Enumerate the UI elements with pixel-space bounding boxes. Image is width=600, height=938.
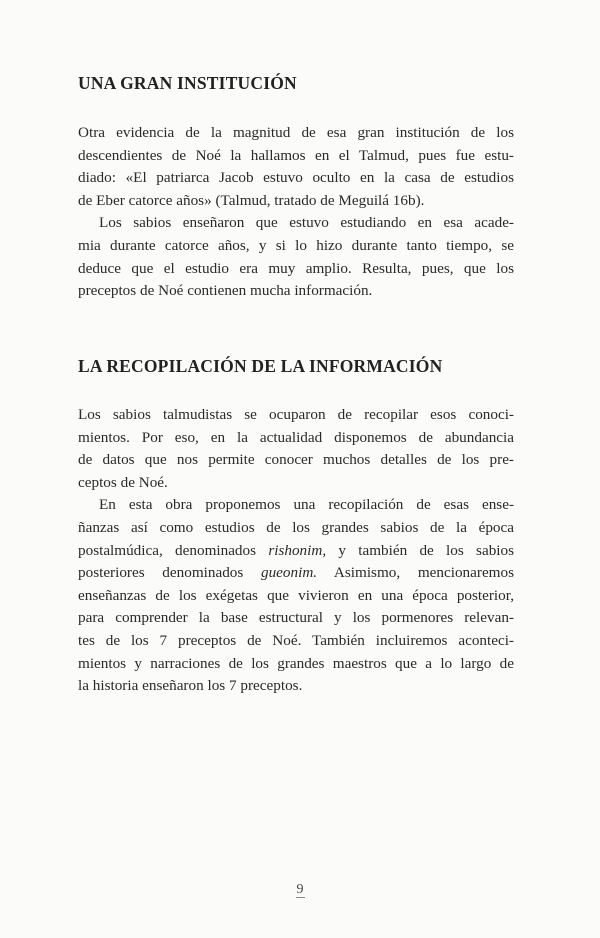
text-line: diado: «El patriarca Jacob estuvo oculto en la casa de estudios — [78, 169, 514, 187]
text-line: para comprender la base estructural y los pormenores relevan- — [78, 609, 514, 627]
text-line: de datos que nos permite conocer muchos detalles de los pre- — [78, 451, 514, 469]
page-number-text: 9 — [296, 882, 304, 897]
text-line: ñanzas así como estudios de los grandes sabios de la época — [78, 518, 514, 536]
text-line: deduce que el estudio era muy amplio. Resulta, pues, que los — [78, 259, 514, 277]
text-line: tes de los 7 preceptos de Noé. También incluiremos aconteci- — [78, 631, 514, 649]
text-line: descendientes de Noé la hallamos en el Talmud, pues fue estu- — [78, 146, 514, 164]
text-line: En esta obra proponemos una recopilación de esas ense- — [99, 496, 514, 514]
text-line: la historia enseñaron los 7 preceptos. — [78, 677, 303, 695]
text-line: Otra evidencia de la magnitud de esa gran institución de los — [78, 124, 514, 141]
text-line — [78, 540, 514, 563]
text-line: Los sabios talmudistas se ocuparon de recopilar esos conoci- — [78, 406, 514, 423]
paragraph-block — [78, 122, 514, 303]
text-run: postalmúdica, denominados — [78, 541, 269, 559]
text-line: ceptos de Noé. — [78, 473, 168, 491]
italic-term: rishonim, — [268, 541, 327, 559]
page-number — [0, 882, 600, 898]
text-run: y también de los sabios — [326, 541, 515, 559]
paragraph-block — [78, 404, 514, 698]
text-line: de Eber catorce años» (Talmud, tratado de Meguilá 16b). — [78, 191, 425, 209]
section-heading: UNA GRAN INSTITUCIÓN — [78, 73, 297, 93]
text-line: mientos. Por eso, en la actualidad disponemos de abundancia — [78, 428, 514, 446]
text-line: mia durante catorce años, y si lo hizo durante tanto tiempo, se — [78, 236, 514, 254]
text-run: Asimismo, mencionaremos — [317, 564, 514, 582]
text-line: enseñanzas de los exégetas que vivieron en una época posterior, — [78, 586, 514, 604]
text-line — [78, 562, 514, 585]
text-line: preceptos de Noé contienen mucha información. — [78, 282, 373, 300]
section-heading: LA RECOPILACIÓN DE LA INFORMACIÓN — [78, 356, 443, 376]
text-run: posteriores denominados — [78, 564, 261, 582]
text-line: Los sabios enseñaron que estuvo estudiando en esa acade- — [99, 214, 514, 232]
italic-term: gueonim. — [260, 564, 318, 582]
text-line: mientos y narraciones de los grandes maestros que a lo largo de — [78, 654, 514, 672]
